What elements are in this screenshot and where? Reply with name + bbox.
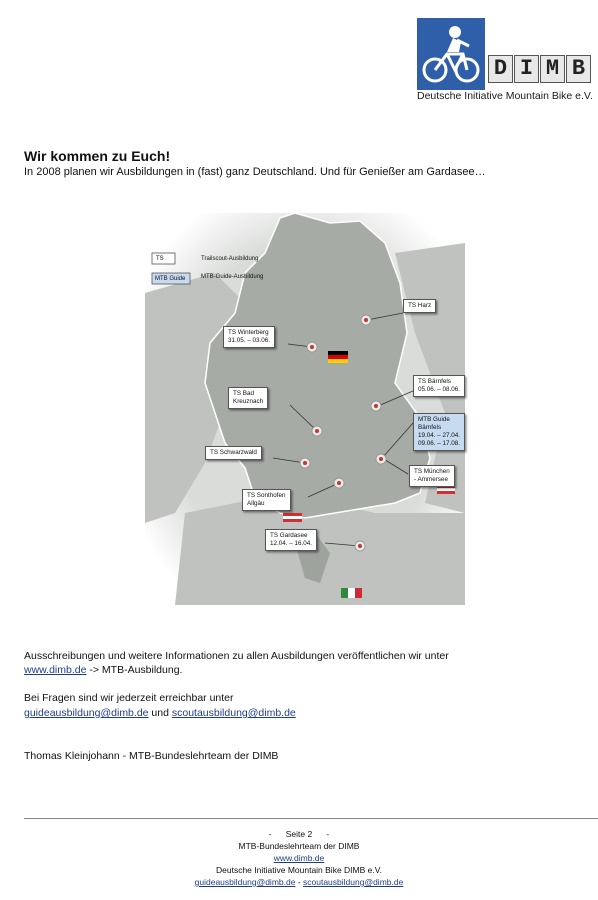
- info-link-line: [24, 664, 182, 676]
- legend-text-trailscout: Trailscout-Ausbildung: [201, 256, 259, 262]
- location-label-bad-kreuznach: [228, 387, 268, 409]
- logo-subtitle: Deutsche Initiative Mountain Bike e.V.: [417, 90, 593, 102]
- label-line: 12.04. – 16.04.: [270, 540, 313, 547]
- label-line: TS Bad: [233, 390, 254, 397]
- location-label-winterberg: [223, 326, 275, 348]
- logo-letter: I: [514, 55, 539, 83]
- intro-text: In 2008 planen wir Ausbildungen in (fast) ganz Deutschland. Und für Genießer am Gardasee…: [24, 166, 486, 178]
- contact-text: Bei Fragen sind wir jederzeit erreichbar unter: [24, 692, 234, 704]
- germany-flag-icon: [328, 351, 348, 363]
- footer-separator: -: [295, 877, 304, 887]
- page-heading: Wir kommen zu Euch!: [24, 148, 171, 164]
- legend-text-mtb-guide: MTB-Guide-Ausbildung: [201, 274, 264, 280]
- location-label-gardasee: [265, 529, 317, 551]
- label-line: TS Schwarzwald: [210, 449, 257, 456]
- dimb-logo-wordmark: [488, 55, 592, 83]
- location-label-sonthofen: [242, 489, 291, 511]
- contact-emails: [24, 707, 296, 719]
- footer-scout-email-link[interactable]: scoutausbildung@dimb.de: [303, 877, 404, 887]
- legend-tag-mtb-guide: MTB Guide: [155, 276, 186, 282]
- austria-flag-icon: [283, 513, 302, 522]
- location-label-baernfels: [413, 375, 465, 397]
- label-line: 31.05. – 03.06.: [228, 337, 271, 344]
- legend-tag-ts: TS: [156, 256, 164, 262]
- dimb-logo-emblem: [417, 18, 485, 90]
- location-label-mtb-guide-baernfels: [413, 413, 465, 451]
- footer-page-number: - Seite 2 -: [268, 829, 330, 839]
- location-label-schwarzwald: [205, 446, 262, 460]
- footer-website-link[interactable]: www.dimb.de: [273, 853, 325, 863]
- label-line: TS Bärnfels: [418, 378, 451, 385]
- label-line: MTB Guide: [418, 416, 450, 423]
- guide-email-link[interactable]: guideausbildung@dimb.de: [24, 707, 149, 719]
- label-line: 09.06. – 17.08.: [418, 440, 461, 447]
- location-label-muenchen-ammersee: [409, 465, 455, 487]
- logo-letter: M: [540, 55, 565, 83]
- label-line: TS München: [414, 468, 450, 475]
- footer-team: MTB-Bundeslehrteam der DIMB: [238, 841, 360, 851]
- label-line: 05.06. – 08.06.: [418, 386, 461, 393]
- scout-email-link[interactable]: scoutausbildung@dimb.de: [171, 707, 296, 719]
- mountain-biker-icon: [417, 18, 485, 90]
- label-line: TS Winterberg: [228, 329, 269, 336]
- footer-org: Deutsche Initiative Mountain Bike DIMB e.V.: [216, 865, 382, 875]
- footer-guide-email-link[interactable]: guideausbildung@dimb.de: [194, 877, 296, 887]
- label-line: TS Harz: [408, 302, 432, 309]
- info-link-suffix: -> MTB-Ausbildung.: [86, 664, 183, 676]
- signature: Thomas Kleinjohann - MTB-Bundeslehrteam der DIMB: [24, 750, 279, 762]
- logo-letter: B: [566, 55, 591, 83]
- footer-emails: [0, 877, 598, 887]
- germany-map: [145, 213, 465, 605]
- italy-flag-icon: [341, 588, 362, 598]
- info-text: Ausschreibungen und weitere Informationen zu allen Ausbildungen veröffentlichen wir unter: [24, 650, 449, 662]
- footer-site-line: [0, 853, 598, 863]
- label-line: - Ammersee: [414, 476, 448, 483]
- label-line: 19.04. – 27.04.: [418, 432, 461, 439]
- und-text: und: [148, 707, 172, 719]
- dimb-website-link[interactable]: www.dimb.de: [24, 664, 87, 676]
- label-line: TS Gardasee: [270, 532, 308, 539]
- footer-divider: [24, 818, 598, 819]
- label-line: Kreuznach: [233, 398, 264, 405]
- logo-letter: D: [488, 55, 513, 83]
- location-label-harz: [403, 299, 436, 313]
- label-line: Allgäu: [247, 500, 265, 507]
- label-line: TS Sonthofen: [247, 492, 286, 499]
- label-line: Bärnfels: [418, 424, 442, 431]
